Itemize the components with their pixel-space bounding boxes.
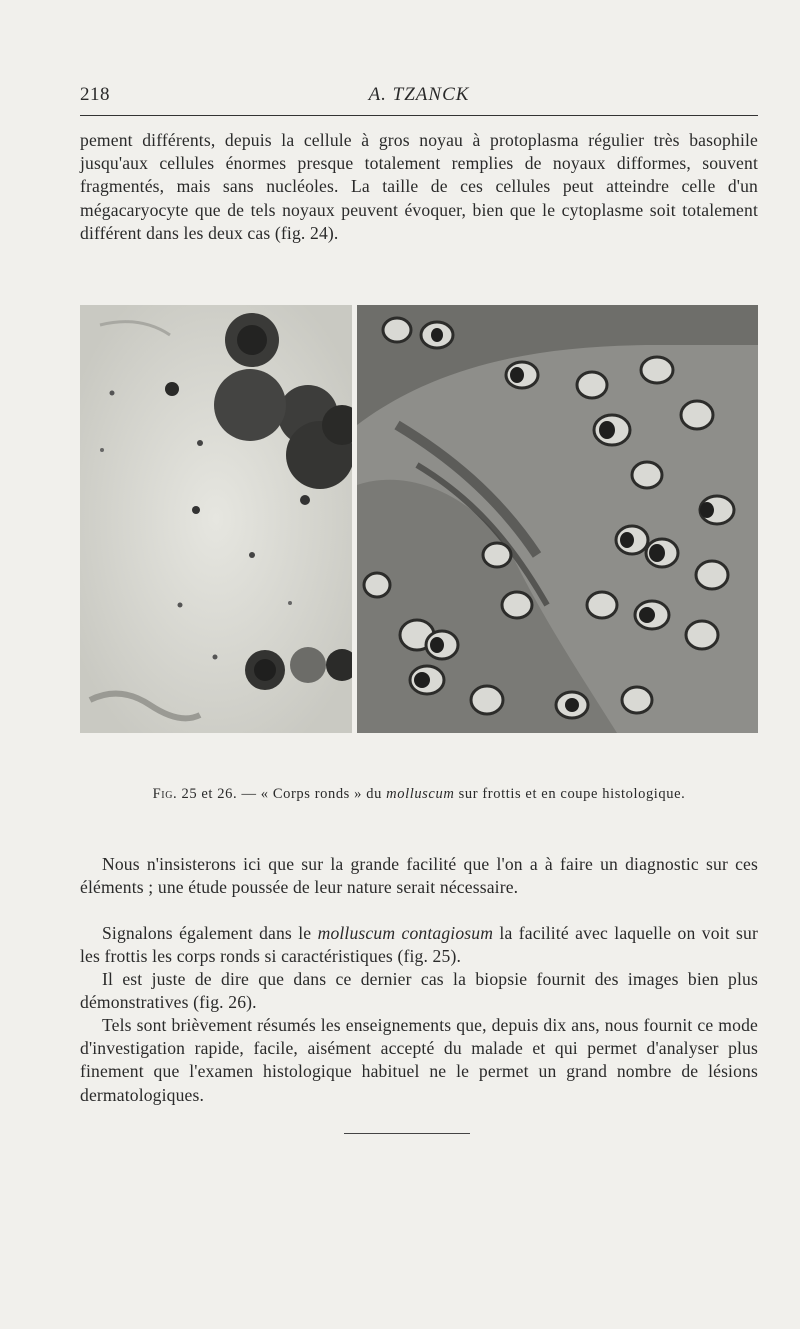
smear-image: [80, 305, 352, 733]
paragraph-3-a: Signalons également dans le: [102, 923, 318, 943]
figure-caption: [80, 786, 758, 803]
paragraph-1: pement différents, depuis la cellule à gros noyau à protoplasma régulier très basophile jusqu'aux cellules énormes presque totalement remplies de noyaux difformes, souvent fragmentés, mais sans nucléoles. La taille de ces cellules peut atteindre celle d'un mégacaryocyte que de tels noyaux peuvent évoquer, bien que le cytoplasme soit totalement différent dans les deux cas (fig. 24).: [80, 130, 758, 243]
figure-25-26: [80, 305, 758, 733]
running-title: A. TZANCK: [368, 84, 470, 105]
running-head: [80, 84, 758, 110]
page-number: 218: [80, 84, 110, 105]
caption-text-b: sur frottis et en coupe histologique.: [454, 786, 686, 802]
paragraph-3-italic: molluscum contagiosum: [317, 923, 494, 943]
histology-photo: [357, 305, 758, 733]
caption-italic: molluscum: [386, 786, 455, 802]
end-rule: [344, 1133, 470, 1134]
histology-image: [357, 305, 758, 733]
paragraph-4: Il est juste de dire que dans ce dernier cas la biopsie fournit des images bien plus démonstratives (fig. 26).: [80, 969, 758, 1013]
caption-text-a: 25 et 26. — « Corps ronds » du: [177, 786, 387, 802]
smear-photo: [80, 305, 352, 733]
paragraph-5: Tels sont brièvement résumés les enseignements que, depuis dix ans, nous fournit ce mode d'investigation rapide, facile, aisément accepté du malade et qui permet d'analyser plus finement que l'examen histologique habituel ne le permet un grand nombre de lésions dermatologiques.: [80, 1015, 758, 1105]
paragraph-2: Nous n'insisterons ici que sur la grande facilité que l'on a à faire un diagnostic sur ces éléments ; une étude poussée de leur nature serait nécessaire.: [80, 854, 758, 898]
paragraph-3: [80, 922, 758, 968]
header-rule: [80, 115, 758, 116]
paragraph-3-b: la facilité avec laquelle on voit sur les frottis les corps ronds si caractéristiques (fig. 25).: [80, 923, 759, 967]
caption-fig-label: Fig.: [152, 786, 178, 802]
